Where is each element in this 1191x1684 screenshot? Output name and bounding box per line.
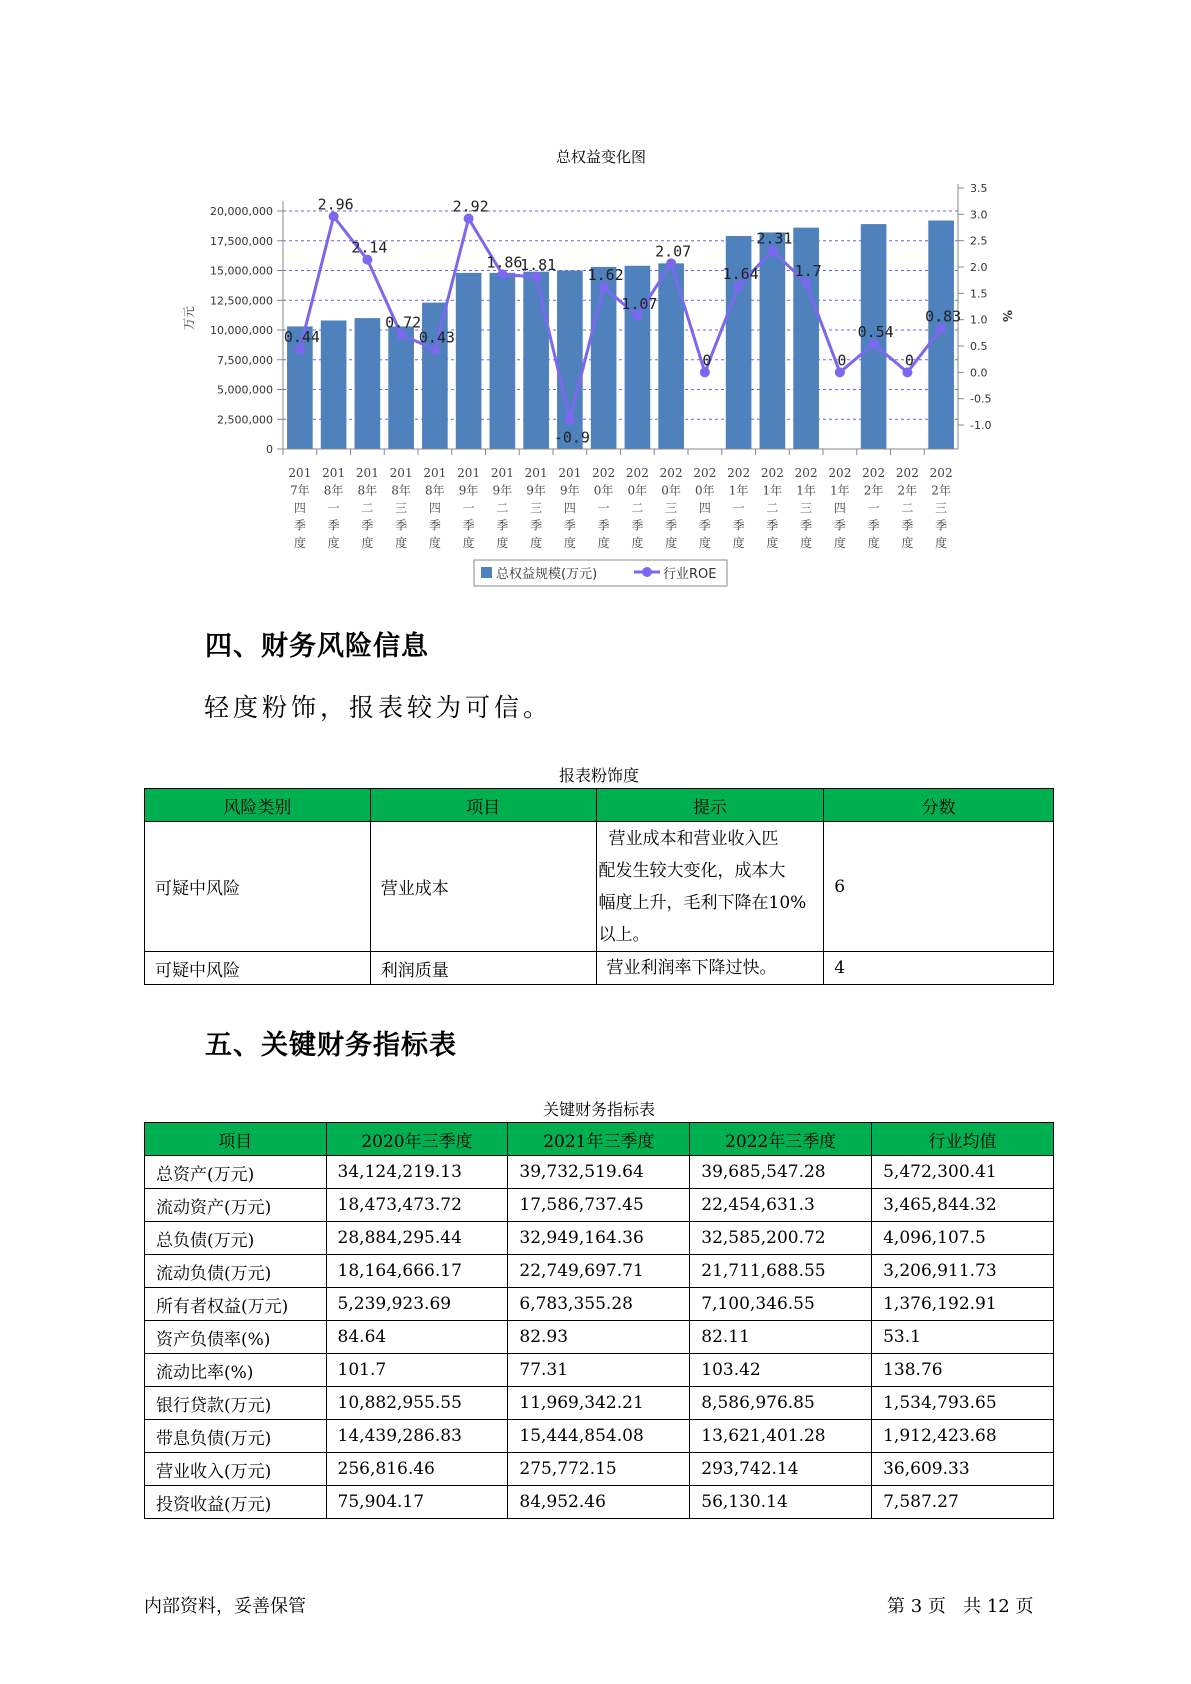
roe-data-label: 0.43 — [418, 328, 455, 347]
indicator-value-cell: 4,096,107.5 — [872, 1222, 1054, 1255]
key-indicator-table — [144, 1122, 1054, 1519]
table-row — [145, 1321, 1054, 1354]
indicator-name-cell: 营业收入(万元) — [145, 1453, 327, 1486]
indicator-value-cell: 138.76 — [872, 1354, 1054, 1387]
table-row — [145, 1453, 1054, 1486]
table-row — [145, 1222, 1054, 1255]
x-tick-label: 1年 — [830, 483, 850, 498]
x-tick-label: 三 — [800, 501, 813, 515]
x-tick-label: 二 — [901, 501, 914, 515]
section4-summary: 轻度粉饰，报表较为可信。 — [204, 693, 553, 722]
indicator-value-cell: 293,742.14 — [690, 1453, 872, 1486]
y-tick-label: 2,500,000 — [217, 413, 273, 427]
y-tick-label: 7,500,000 — [217, 353, 273, 367]
indicator-name-cell: 带息负债(万元) — [145, 1420, 327, 1453]
x-tick-label: 202 — [760, 466, 784, 480]
roe-data-label: 0.44 — [283, 328, 320, 347]
x-tick-label: 三 — [665, 501, 678, 515]
roe-data-label: 1.7 — [794, 261, 822, 280]
indicator-value-cell: 39,732,519.64 — [508, 1156, 690, 1189]
x-tick-label: 二 — [361, 501, 374, 515]
x-tick-label: 一 — [597, 501, 610, 515]
header-risk-category: 风险类别 — [145, 789, 371, 822]
risk-table-caption: 报表粉饰度 — [558, 766, 639, 785]
x-tick-label: 季 — [901, 518, 914, 533]
indicator-name-cell: 总资产(万元) — [145, 1156, 327, 1189]
legend-bar-swatch — [481, 567, 492, 578]
x-tick-label: 度 — [665, 536, 678, 550]
indicator-value-cell: 3,465,844.32 — [872, 1189, 1054, 1222]
x-tick-label: 二 — [631, 501, 644, 515]
indicator-value-cell: 11,969,342.21 — [508, 1387, 690, 1420]
header-item: 项目 — [145, 1123, 327, 1156]
equity-chart-svg — [0, 0, 1191, 600]
indicator-value-cell: 84.64 — [326, 1321, 508, 1354]
x-tick-label: 度 — [563, 536, 576, 550]
indicator-value-cell: 14,439,286.83 — [326, 1420, 508, 1453]
page-unit: 页 — [927, 1596, 946, 1617]
y2-tick-label: 3.0 — [970, 208, 988, 222]
x-tick-label: 202 — [929, 466, 953, 480]
x-tick-label: 四 — [563, 501, 576, 515]
x-tick-label: 度 — [462, 536, 475, 550]
y2-tick-label: -0.5 — [970, 392, 992, 406]
x-tick-label: 9年 — [458, 483, 479, 498]
equity-chart — [0, 0, 1191, 600]
x-tick-label: 度 — [496, 536, 509, 550]
indicator-value-cell: 5,239,923.69 — [326, 1288, 508, 1321]
roe-data-label: 0.54 — [857, 322, 894, 341]
table-row — [145, 1486, 1054, 1519]
table-row — [145, 1420, 1054, 1453]
x-tick-label: 2年 — [931, 483, 951, 498]
indicator-value-cell: 1,534,793.65 — [872, 1387, 1054, 1420]
table-row — [145, 952, 1054, 985]
hint-line: 配发生较大变化，成本大 — [598, 860, 786, 881]
roe-point — [565, 415, 575, 425]
y-tick-label: 10,000,000 — [210, 324, 273, 337]
roe-data-label: 2.07 — [655, 242, 692, 261]
y2-tick-label: 2.0 — [970, 261, 988, 274]
x-tick-label: 度 — [395, 536, 408, 550]
x-tick-label: 8年 — [391, 483, 411, 498]
y-axis-title: 万元 — [182, 305, 196, 331]
header-hint: 提示 — [596, 789, 824, 822]
bar — [422, 303, 448, 449]
x-tick-label: 9年 — [492, 483, 513, 498]
indicator-value-cell: 7,587.27 — [872, 1486, 1054, 1519]
x-tick-label: 0年 — [627, 483, 648, 498]
chart-data-labels — [284, 195, 961, 446]
x-tick-label: 季 — [428, 518, 441, 533]
x-tick-label: 202 — [693, 466, 717, 480]
x-tick-label: 季 — [395, 518, 408, 533]
indicator-value-cell: 75,904.17 — [326, 1486, 508, 1519]
bar — [523, 272, 549, 449]
x-tick-label: 201 — [423, 466, 447, 480]
hint-line: 以上。 — [598, 924, 650, 945]
page-prefix: 第 — [887, 1596, 905, 1617]
risk-category-cell: 可疑中风险 — [145, 952, 371, 985]
roe-data-label: 0.72 — [385, 313, 422, 332]
x-tick-label: 季 — [732, 518, 745, 533]
header-2021q3: 2021年三季度 — [508, 1123, 690, 1156]
roe-data-label: 1.86 — [486, 253, 523, 272]
x-tick-label: 202 — [659, 466, 683, 480]
indicator-name-cell: 所有者权益(万元) — [145, 1288, 327, 1321]
header-score: 分数 — [824, 789, 1054, 822]
indicator-name-cell: 银行贷款(万元) — [145, 1387, 327, 1420]
x-tick-label: 2年 — [897, 483, 918, 498]
x-tick-label: 2年 — [863, 483, 884, 498]
x-tick-label: 202 — [862, 466, 886, 480]
table-row — [145, 1255, 1054, 1288]
x-tick-label: 0年 — [661, 483, 681, 498]
x-tick-label: 度 — [732, 536, 745, 550]
x-tick-label: 202 — [895, 466, 919, 480]
x-tick-label: 度 — [766, 536, 779, 550]
total-unit: 页 — [1015, 1596, 1034, 1617]
risk-score-cell: 6 — [824, 822, 1054, 952]
x-tick-label: 202 — [828, 466, 852, 480]
x-tick-label: 度 — [935, 536, 948, 550]
x-tick-label: 季 — [327, 518, 340, 533]
x-tick-label: 度 — [698, 536, 711, 550]
y2-tick-label: 1.5 — [970, 287, 988, 301]
y-tick-label: 15,000,000 — [210, 264, 273, 278]
hint-line: 幅度上升，毛利下降在10% — [598, 892, 807, 913]
roe-data-label: 0 — [702, 351, 712, 370]
indicator-value-cell: 10,882,955.55 — [326, 1387, 508, 1420]
header-item: 项目 — [370, 789, 596, 822]
risk-hint-cell: 营业利润率下降过快。 — [596, 952, 824, 985]
risk-score-cell: 4 — [824, 952, 1054, 985]
indicator-value-cell: 6,783,355.28 — [508, 1288, 690, 1321]
x-tick-label: 季 — [563, 518, 576, 533]
page-number: 3 — [910, 1596, 923, 1617]
x-tick-label: 201 — [322, 466, 346, 480]
x-tick-label: 度 — [901, 536, 914, 550]
y2-tick-label: 0.0 — [970, 366, 988, 380]
x-tick-label: 度 — [631, 536, 644, 550]
x-tick-label: 季 — [766, 518, 779, 533]
x-tick-label: 一 — [327, 501, 340, 515]
indicator-value-cell: 34,124,219.13 — [326, 1156, 508, 1189]
bar — [321, 320, 347, 449]
x-tick-label: 季 — [698, 518, 711, 533]
indicator-name-cell: 资产负债率(%) — [145, 1321, 327, 1354]
x-tick-label: 季 — [631, 518, 644, 533]
roe-data-label: 1.07 — [621, 294, 658, 313]
x-tick-label: 季 — [800, 518, 813, 533]
chart-legend — [474, 560, 727, 586]
indicator-value-cell: 18,473,473.72 — [326, 1189, 508, 1222]
roe-data-label: 2.14 — [351, 238, 388, 257]
legend-line-marker — [642, 567, 652, 577]
header-industry-avg: 行业均值 — [872, 1123, 1054, 1156]
total-prefix: 共 — [963, 1596, 982, 1617]
indicator-value-cell: 13,621,401.28 — [690, 1420, 872, 1453]
x-tick-label: 0年 — [593, 483, 614, 498]
y2-axis-title: % — [1000, 309, 1014, 323]
x-tick-label: 0年 — [695, 483, 715, 498]
risk-table-header — [145, 789, 1054, 822]
x-tick-label: 度 — [597, 536, 610, 550]
x-tick-label: 四 — [428, 501, 441, 515]
y-tick-label: 5,000,000 — [217, 383, 273, 397]
x-tick-label: 1年 — [728, 483, 749, 498]
indicator-value-cell: 53.1 — [872, 1321, 1054, 1354]
risk-category-cell: 可疑中风险 — [145, 822, 371, 952]
indicator-name-cell: 投资收益(万元) — [145, 1486, 327, 1519]
indicator-value-cell: 8,586,976.85 — [690, 1387, 872, 1420]
indicator-value-cell: 21,711,688.55 — [690, 1255, 872, 1288]
x-tick-label: 季 — [462, 518, 475, 533]
x-tick-label: 201 — [490, 466, 514, 480]
x-tick-label: 202 — [592, 466, 616, 480]
roe-data-label: 0.83 — [925, 307, 962, 326]
y-tick-label: 17,500,000 — [210, 234, 273, 248]
x-tick-label: 度 — [293, 536, 306, 550]
indicator-value-cell: 256,816.46 — [326, 1453, 508, 1486]
x-tick-label: 季 — [665, 518, 678, 533]
roe-data-label: 2.31 — [756, 229, 793, 248]
x-tick-label: 201 — [558, 466, 582, 480]
x-tick-label: 201 — [457, 466, 481, 480]
y-tick-label: 20,000,000 — [210, 205, 273, 218]
roe-data-label: 2.92 — [452, 197, 489, 216]
x-tick-label: 1年 — [796, 483, 816, 498]
indicator-value-cell: 32,949,164.36 — [508, 1222, 690, 1255]
indicator-value-cell: 84,952.46 — [508, 1486, 690, 1519]
risk-hint-cell — [596, 822, 824, 952]
header-2022q3: 2022年三季度 — [690, 1123, 872, 1156]
x-tick-label: 二 — [766, 501, 779, 515]
x-tick-label: 201 — [355, 466, 379, 480]
header-2020q3: 2020年三季度 — [326, 1123, 508, 1156]
roe-data-label: 2.96 — [317, 195, 354, 214]
x-tick-label: 季 — [496, 518, 509, 533]
x-tick-label: 9年 — [526, 483, 546, 498]
indicator-value-cell: 82.11 — [690, 1321, 872, 1354]
x-tick-label: 度 — [428, 536, 441, 550]
indicator-value-cell: 39,685,547.28 — [690, 1156, 872, 1189]
y-tick-label: 12,500,000 — [210, 294, 273, 308]
x-tick-label: 9年 — [560, 483, 580, 498]
x-tick-label: 季 — [833, 518, 846, 533]
table-row — [145, 822, 1054, 952]
x-tick-label: 202 — [727, 466, 751, 480]
bar — [355, 318, 381, 449]
key-table-body — [145, 1156, 1054, 1519]
legend-bar-label: 总权益规模(万元) — [496, 567, 598, 582]
x-tick-label: 度 — [530, 536, 543, 550]
y2-tick-label: 0.5 — [970, 340, 988, 353]
indicator-value-cell: 17,586,737.45 — [508, 1189, 690, 1222]
x-tick-label: 度 — [800, 536, 813, 550]
indicator-value-cell: 103.42 — [690, 1354, 872, 1387]
indicator-value-cell: 3,206,911.73 — [872, 1255, 1054, 1288]
legend-line-label: 行业ROE — [663, 567, 717, 582]
x-tick-label: 8年 — [357, 483, 378, 498]
x-tick-label: 8年 — [425, 483, 445, 498]
x-tick-label: 一 — [732, 501, 745, 515]
table-row — [145, 1354, 1054, 1387]
x-tick-label: 202 — [794, 466, 818, 480]
x-tick-label: 一 — [462, 501, 475, 515]
indicator-value-cell: 275,772.15 — [508, 1453, 690, 1486]
indicator-value-cell: 15,444,854.08 — [508, 1420, 690, 1453]
x-tick-label: 201 — [288, 466, 312, 480]
x-tick-label: 度 — [867, 536, 880, 550]
bar — [625, 266, 651, 449]
chart-categories — [288, 466, 952, 550]
x-tick-label: 1年 — [762, 483, 783, 498]
hint-line: 营业成本和营业收入匹 — [608, 828, 779, 849]
x-tick-label: 季 — [530, 518, 543, 533]
y2-tick-label: 3.5 — [970, 182, 988, 195]
indicator-value-cell: 82.93 — [508, 1321, 690, 1354]
y2-tick-label: 1.0 — [970, 313, 988, 327]
indicator-name-cell: 总负债(万元) — [145, 1222, 327, 1255]
x-tick-label: 四 — [698, 501, 711, 515]
indicator-value-cell: 5,472,300.41 — [872, 1156, 1054, 1189]
indicator-value-cell: 32,585,200.72 — [690, 1222, 872, 1255]
y-tick-label: 0 — [266, 443, 273, 456]
x-tick-label: 四 — [293, 501, 306, 515]
x-tick-label: 8年 — [323, 483, 344, 498]
bar — [456, 273, 482, 449]
indicator-value-cell: 7,100,346.55 — [690, 1288, 872, 1321]
roe-data-label: 0 — [837, 351, 847, 370]
table-row — [145, 1189, 1054, 1222]
x-tick-label: 度 — [361, 536, 374, 550]
bar — [490, 273, 516, 449]
indicator-name-cell: 流动资产(万元) — [145, 1189, 327, 1222]
indicator-value-cell: 36,609.33 — [872, 1453, 1054, 1486]
risk-table — [144, 788, 1054, 985]
roe-data-label: -0.9 — [553, 428, 590, 447]
x-tick-label: 一 — [867, 501, 880, 515]
indicator-value-cell: 28,884,295.44 — [326, 1222, 508, 1255]
total-pages: 12 — [986, 1596, 1010, 1617]
y2-tick-label: -1.0 — [970, 419, 992, 432]
indicator-value-cell: 18,164,666.17 — [326, 1255, 508, 1288]
indicator-value-cell: 77.31 — [508, 1354, 690, 1387]
bar — [760, 232, 786, 449]
x-tick-label: 7年 — [290, 483, 310, 498]
x-tick-label: 三 — [530, 501, 543, 515]
x-tick-label: 季 — [597, 518, 610, 533]
bar — [928, 221, 954, 449]
footer-confidential-note: 内部资料，妥善保管 — [144, 1596, 306, 1617]
roe-data-label: 1.62 — [587, 266, 624, 285]
x-tick-label: 季 — [935, 518, 948, 533]
indicator-name-cell: 流动负债(万元) — [145, 1255, 327, 1288]
x-tick-label: 度 — [833, 536, 846, 550]
indicator-name-cell: 流动比率(%) — [145, 1354, 327, 1387]
x-tick-label: 201 — [524, 466, 548, 480]
x-tick-label: 度 — [327, 536, 340, 550]
roe-data-label: 1.64 — [722, 264, 759, 283]
risk-item-cell: 营业成本 — [370, 822, 596, 952]
footer-page-indicator — [887, 1592, 1033, 1618]
x-tick-label: 季 — [361, 518, 374, 533]
indicator-value-cell: 1,912,423.68 — [872, 1420, 1054, 1453]
y2-tick-label: 2.5 — [970, 234, 988, 248]
x-tick-label: 四 — [833, 501, 846, 515]
x-tick-label: 202 — [625, 466, 649, 480]
roe-data-label: 1.81 — [520, 256, 557, 275]
table-row — [145, 1387, 1054, 1420]
x-tick-label: 三 — [935, 501, 948, 515]
x-tick-label: 季 — [293, 518, 306, 533]
bar — [388, 326, 414, 449]
x-tick-label: 三 — [395, 501, 408, 515]
indicator-value-cell: 56,130.14 — [690, 1486, 872, 1519]
x-tick-label: 201 — [389, 466, 413, 480]
risk-item-cell: 利润质量 — [370, 952, 596, 985]
indicator-value-cell: 101.7 — [326, 1354, 508, 1387]
section5-heading: 五、关键财务指标表 — [205, 1030, 457, 1061]
table-row — [145, 1156, 1054, 1189]
table-row — [145, 1288, 1054, 1321]
x-tick-label: 二 — [496, 501, 509, 515]
key-table-caption: 关键财务指标表 — [542, 1100, 655, 1119]
key-table-header — [145, 1123, 1054, 1156]
indicator-value-cell: 22,454,631.3 — [690, 1189, 872, 1222]
section4-heading: 四、财务风险信息 — [205, 631, 429, 662]
chart-title: 总权益变化图 — [555, 148, 647, 166]
x-tick-label: 季 — [867, 518, 880, 533]
indicator-value-cell: 1,376,192.91 — [872, 1288, 1054, 1321]
roe-data-label: 0 — [904, 351, 914, 370]
indicator-value-cell: 22,749,697.71 — [508, 1255, 690, 1288]
